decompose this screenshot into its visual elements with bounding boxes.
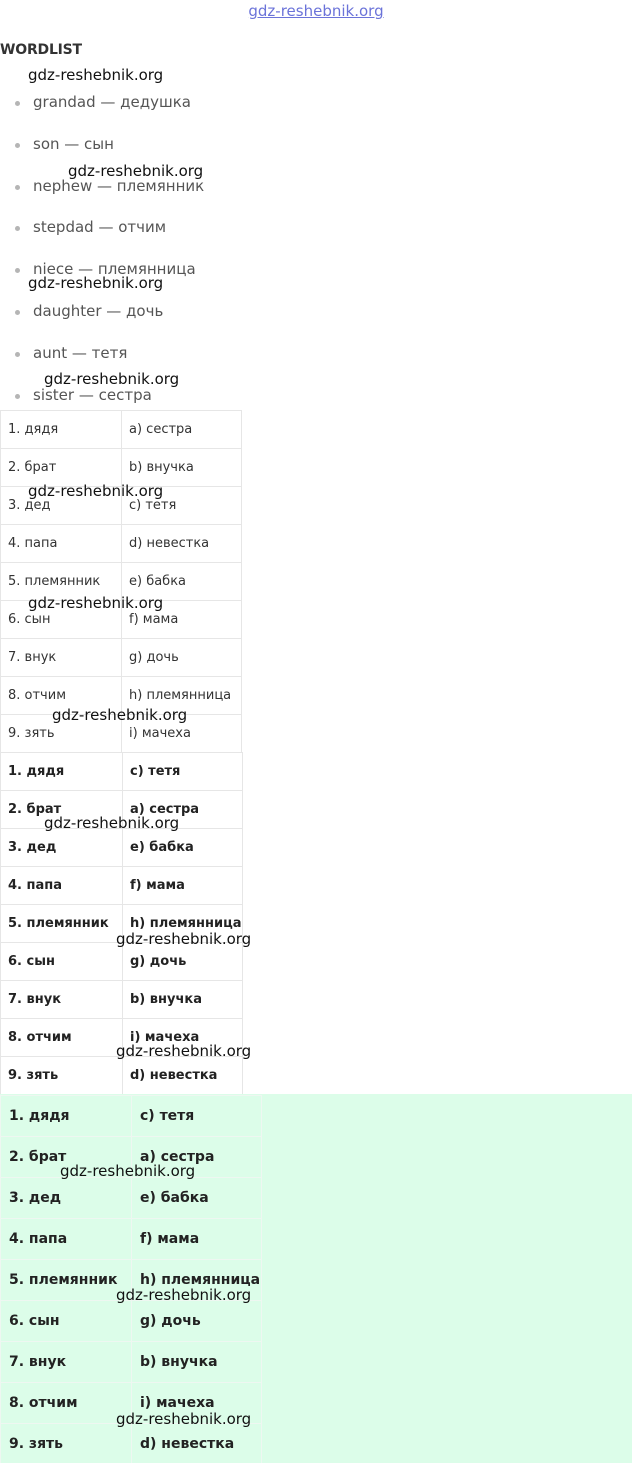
list-item-text: son — сын [33, 134, 114, 153]
right-cell: e) бабка [122, 563, 242, 601]
left-cell: 7. внук [1, 981, 123, 1019]
right-cell: e) бабка [132, 1178, 262, 1219]
left-cell: 5. племянник [1, 905, 123, 943]
table-row [1, 829, 243, 867]
watermark-text: gdz-reshebnik.org [116, 1286, 252, 1304]
right-cell: a) сестра [132, 1137, 262, 1178]
table-row [1, 867, 243, 905]
wordlist-title: WORDLIST [0, 42, 82, 58]
table-row [1, 525, 242, 563]
table-row [1, 981, 243, 1019]
list-item-text: stepdad — отчим [33, 218, 167, 237]
left-cell: 4. папа [1, 867, 123, 905]
right-cell: g) дочь [122, 639, 242, 677]
watermark-text: gdz-reshebnik.org [116, 1042, 252, 1060]
right-cell: g) дочь [123, 943, 243, 981]
watermark-text: gdz-reshebnik.org [28, 66, 164, 84]
right-cell: f) мама [132, 1219, 262, 1260]
table-row [1, 1342, 262, 1383]
left-cell: 2. брат [1, 449, 122, 487]
watermark-text: gdz-reshebnik.org [28, 274, 164, 292]
left-cell: 1. дядя [1, 411, 122, 449]
left-cell: 5. племянник [1, 1260, 132, 1301]
table-row [1, 1301, 262, 1342]
table-row [1, 449, 242, 487]
left-cell: 3. дед [1, 829, 123, 867]
bullet-icon [15, 268, 20, 273]
right-cell: a) сестра [123, 791, 243, 829]
left-cell: 8. отчим [1, 1019, 123, 1057]
table-row [1, 753, 243, 791]
bullet-icon [15, 310, 20, 315]
table-row [1, 411, 242, 449]
right-cell: h) племянница [132, 1260, 262, 1301]
left-cell: 9. зять [1, 1057, 123, 1095]
left-cell: 1. дядя [1, 1096, 132, 1137]
list-item-text: sister — сестра [33, 385, 152, 404]
right-cell: c) тетя [122, 487, 242, 525]
watermark-text: gdz-reshebnik.org [44, 814, 180, 832]
table-row [1, 1096, 262, 1137]
left-cell: 1. дядя [1, 753, 123, 791]
right-cell: i) мачеха [122, 715, 242, 753]
bullet-icon [15, 143, 20, 148]
list-item-text: niece — племянница [33, 260, 196, 279]
table-row [1, 1178, 262, 1219]
highlighted-answer-table [0, 1095, 262, 1463]
right-cell: i) мачеха [123, 1019, 243, 1057]
left-cell: 4. папа [1, 1219, 132, 1260]
bullet-icon [15, 226, 20, 231]
right-cell: h) племянница [122, 677, 242, 715]
right-cell: b) внучка [132, 1342, 262, 1383]
bullet-icon [15, 101, 20, 106]
left-cell: 3. дед [1, 487, 122, 525]
right-cell: h) племянница [123, 905, 243, 943]
matching-task-table [0, 410, 242, 753]
left-cell: 2. брат [1, 1137, 132, 1178]
watermark-text: gdz-reshebnik.org [52, 706, 188, 724]
left-cell: 6. сын [1, 1301, 132, 1342]
right-cell: f) мама [123, 867, 243, 905]
right-cell: d) невестка [123, 1057, 243, 1095]
list-item [0, 297, 204, 339]
left-cell: 9. зять [1, 1424, 132, 1463]
list-item [0, 213, 204, 255]
table-row [1, 943, 243, 981]
right-cell: d) невестка [132, 1424, 262, 1463]
left-cell: 9. зять [1, 715, 122, 753]
list-item-text: nephew — племянник [33, 176, 205, 195]
right-cell: a) сестра [122, 411, 242, 449]
right-cell: e) бабка [123, 829, 243, 867]
list-item-text: daughter — дочь [33, 301, 164, 320]
left-cell: 8. отчим [1, 677, 122, 715]
left-cell: 5. племянник [1, 563, 122, 601]
right-cell: g) дочь [132, 1301, 262, 1342]
right-cell: c) тетя [123, 753, 243, 791]
watermark-text: gdz-reshebnik.org [28, 594, 164, 612]
table-row [1, 1424, 262, 1463]
right-cell: b) внучка [123, 981, 243, 1019]
watermark-text: gdz-reshebnik.org [44, 370, 180, 388]
watermark-text: gdz-reshebnik.org [60, 1162, 196, 1180]
left-cell: 7. внук [1, 639, 122, 677]
watermark-link[interactable]: gdz-reshebnik.org [248, 2, 384, 20]
table-row [1, 1219, 262, 1260]
watermark-text: gdz-reshebnik.org [68, 162, 204, 180]
bullet-icon [15, 394, 20, 399]
list-item [0, 88, 204, 130]
watermark-text: gdz-reshebnik.org [116, 930, 252, 948]
left-cell: 3. дед [1, 1178, 132, 1219]
left-cell: 8. отчим [1, 1383, 132, 1424]
right-cell: d) невестка [122, 525, 242, 563]
left-cell: 6. сын [1, 943, 123, 981]
list-item-text: aunt — тетя [33, 343, 128, 362]
left-cell: 4. папа [1, 525, 122, 563]
left-cell: 7. внук [1, 1342, 132, 1383]
bullet-icon [15, 185, 20, 190]
bullet-icon [15, 352, 20, 357]
watermark-text: gdz-reshebnik.org [116, 1410, 252, 1428]
right-cell: f) мама [122, 601, 242, 639]
table-row [1, 1057, 243, 1095]
left-cell: 2. брат [1, 791, 123, 829]
right-cell: c) тетя [132, 1096, 262, 1137]
left-cell: 6. сын [1, 601, 122, 639]
list-item-text: grandad — дедушка [33, 93, 191, 111]
table-row [1, 639, 242, 677]
right-cell: b) внучка [122, 449, 242, 487]
watermark-text: gdz-reshebnik.org [28, 482, 164, 500]
right-cell: i) мачеха [132, 1383, 262, 1424]
